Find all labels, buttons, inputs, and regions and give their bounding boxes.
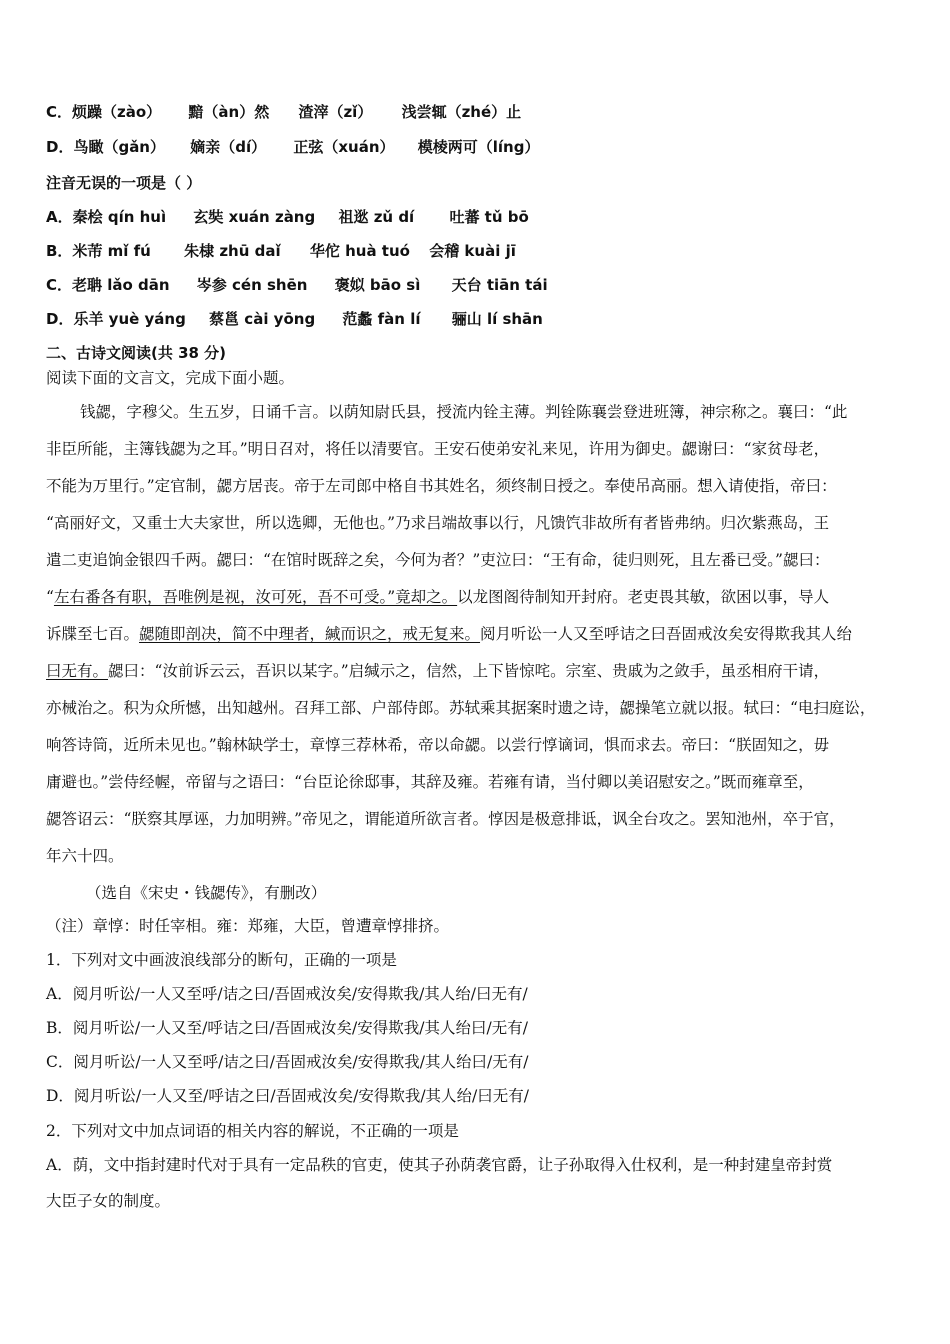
passage-line <box>46 661 912 698</box>
passage-text: 阅月听讼一人又至呼诘之曰吾固戒汝矣安得欺我其人绐 <box>480 625 853 643</box>
question-stem: 2．下列对文中加点词语的相关内容的解说，不正确的一项是 <box>46 1122 459 1140</box>
passage-line: 非臣所能，主簿钱勰为之耳。”明日召对，将任以清要官。王安石使弟安礼来见，许用为御史。勰谢曰：“家贫母老， <box>46 440 830 458</box>
passage-text: 勰曰：“汝前诉云云，吾识以某字。”启缄示之，信然，上下皆惊咤。宗室、贵戚为之敛手，虽丞相府干请， <box>108 662 830 680</box>
option-a-row <box>46 207 529 227</box>
passage-text: 诉牒至七百。 <box>46 625 140 643</box>
passage-line: 亦械治之。积为众所憾，出知越州。召拜工部、户部侍郎。苏轼乘其据案时遗之诗，勰操笔立就以报。轼曰：“电扫庭讼， <box>46 699 876 717</box>
passage-line: “高丽好文，又重士大夫家世，所以选卿，无他也。”乃求吕端故事以行，凡馈饩非故所有者皆弗纳。归次紫燕岛，王 <box>46 514 830 532</box>
option-text: 蔡邕 cài yōng <box>209 310 316 328</box>
option-c: C．阅月听讼/一人又至呼/诘之曰/吾固戒汝矣/安得欺我/其人绐曰/无有/ <box>46 1053 529 1071</box>
underlined-text: 左右番各有职，吾唯例是视，汝可死，吾不可受。”竟却之。 <box>53 588 458 606</box>
option-text: 黯（àn）然 <box>188 103 270 121</box>
option-text: 朱棣 zhū daǐ <box>184 242 281 260</box>
passage-line: 遣二吏追饷金银四千两。勰曰：“在馆时既辞之矣，今何为者？”吏泣曰：“王有命，徒归则死，且左番已受。”勰曰： <box>46 551 830 569</box>
passage-line <box>46 587 912 624</box>
option-text: 褒姒 bāo sì <box>334 276 421 294</box>
option-text: 玄奘 xuán zàng <box>193 208 316 226</box>
passage-source: （选自《宋史・钱勰传》，有删改） <box>86 884 327 902</box>
option-d: D．阅月听讼/一人又至/呼诘之曰/吾固戒汝矣/安得欺我/其人绐/曰无有/ <box>46 1087 529 1105</box>
option-text: 浅尝辄（zhé）止 <box>401 103 522 121</box>
passage-line: 响答诗筒，近所未见也。”翰林缺学士，章惇三荐林希，帝以命勰。以尝行惇谪词，惧而求去。帝曰：“朕固知之，毋 <box>46 736 830 754</box>
option-text: 范蠡 fàn lí <box>342 310 421 328</box>
passage-line: 庸避也。”尝侍经幄，帝留与之语曰：“台臣论徐邸事，其辞及雍。若雍有请，当付卿以美诏慰安之。”既而雍章至， <box>46 773 814 791</box>
underlined-text: 勰随即剖决，简不中理者，緘而识之，戒无复来。 <box>139 625 481 643</box>
option-text: B．米芾 mǐ fú <box>46 242 151 260</box>
option-d-row <box>46 309 543 329</box>
passage-text: “ <box>46 588 54 606</box>
option-text: 渣滓（zǐ） <box>298 103 373 121</box>
section-intro: 阅读下面的文言文，完成下面小题。 <box>46 369 295 387</box>
option-text: C．烦躁（zào） <box>46 103 162 121</box>
passage-line: 不能为万里行。”定官制，勰方居丧。帝于左司郎中格自书其姓名，须终制日授之。奉使吊高丽。想入请使指，帝曰： <box>46 477 837 495</box>
passage-note: （注）章惇：时任宰相。雍：郑雍，大臣，曾遭章惇排挤。 <box>46 917 450 935</box>
classical-passage <box>46 402 912 883</box>
option-text: 吐蕃 tǔ bō <box>449 208 529 226</box>
option-text: C．老聃 lǎo dān <box>46 276 170 294</box>
option-text: 骊山 lí shān <box>451 310 543 328</box>
option-c-row <box>46 275 548 295</box>
option-a-continued: 大臣子女的制度。 <box>46 1192 171 1210</box>
option-text: 华佗 huà tuó <box>309 242 410 260</box>
option-b: B．阅月听讼/一人又至/呼诘之曰/吾固戒汝矣/安得欺我/其人绐曰/无有/ <box>46 1019 528 1037</box>
option-c-row <box>46 102 521 122</box>
question-stem: 注音无误的一项是（ ） <box>46 174 202 192</box>
option-text: 嫡亲（dí） <box>190 138 267 156</box>
option-a: A．阅月听讼/一人又至呼/诘之曰/吾固戒汝矣/安得欺我/其人绐/曰无有/ <box>46 985 528 1003</box>
option-text: 模棱两可（líng） <box>417 138 540 156</box>
option-text: D．鸟瞰（gǎn） <box>46 138 165 156</box>
underlined-text: 曰无有。 <box>46 662 109 680</box>
option-text: 会稽 kuài jī <box>429 242 516 260</box>
option-text: 天台 tiān tái <box>451 276 548 294</box>
question-stem: 1．下列对文中画波浪线部分的断句，正确的一项是 <box>46 951 397 969</box>
option-d-row <box>46 137 539 157</box>
option-a: A．荫，文中指封建时代对于具有一定品秩的官吏，使其子孙荫袭官爵，让子孙取得入仕权利，是一种封建皇帝封赏 <box>46 1156 833 1174</box>
option-text: D．乐羊 yuè yáng <box>46 310 186 328</box>
section-title: 二、古诗文阅读(共 38 分) <box>46 344 227 362</box>
option-b-row <box>46 241 516 261</box>
option-text: 正弦（xuán） <box>293 138 395 156</box>
passage-line: 勰答诏云：“朕察其厚诬，力加明辨。”帝见之，谓能道所欲言者。惇因是极意排诋，讽全台攻之。罢知池州，卒于官， <box>46 810 845 828</box>
option-text: 岑参 cén shēn <box>196 276 308 294</box>
passage-line: 年六十四。 <box>46 847 124 865</box>
passage-text: 以龙图阁待制知开封府。老吏畏其敏，欲困以事，导人 <box>457 588 830 606</box>
option-text: A．秦桧 qín huì <box>46 208 167 226</box>
passage-line <box>46 624 912 661</box>
passage-line: 钱勰，字穆父。生五岁，日诵千言。以荫知尉氏县，授流内铨主薄。判铨陈襄尝登进班簿，神宗称之。襄曰：“此 <box>80 403 848 421</box>
option-text: 祖逖 zǔ dí <box>338 208 415 226</box>
